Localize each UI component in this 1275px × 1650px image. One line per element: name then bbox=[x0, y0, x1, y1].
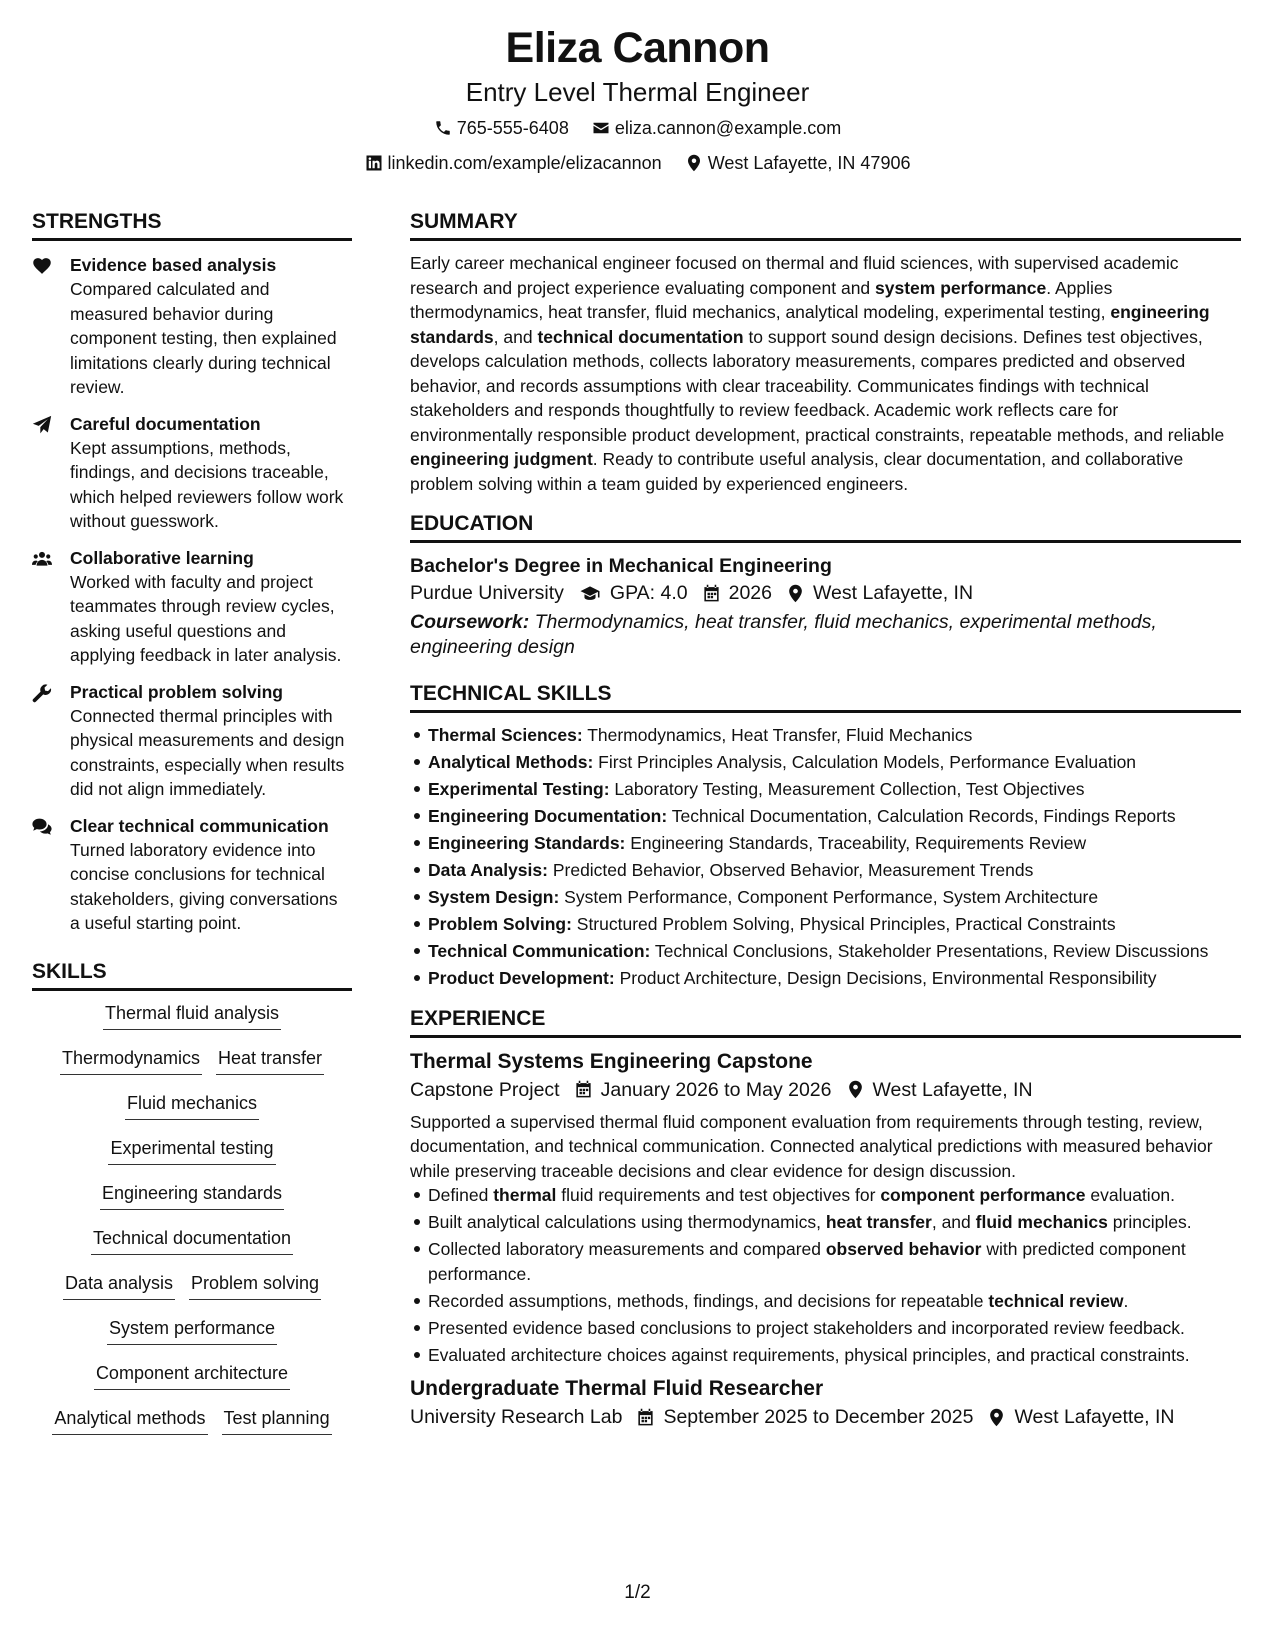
skill-tag: Experimental testing bbox=[108, 1136, 275, 1165]
text-run: Early career mechanical engineer focused on thermal and fluid sciences, with supervised academic research and project experience evaluating component and bbox=[410, 253, 1179, 298]
strengths-heading: STRENGTHS bbox=[32, 208, 352, 241]
job-organization: University Research Lab bbox=[410, 1406, 623, 1428]
degree-title: Bachelor's Degree in Mechanical Engineering bbox=[410, 555, 832, 577]
job-organization: Capstone Project bbox=[410, 1078, 560, 1101]
technical-skill-values: Technical Conclusions, Stakeholder Presentations, Review Discussions bbox=[650, 941, 1209, 961]
text-run: Defined bbox=[428, 1185, 494, 1205]
calendar-icon bbox=[574, 1080, 593, 1099]
skill-row bbox=[32, 1406, 352, 1451]
bold-phrase: fluid mechanics bbox=[975, 1212, 1108, 1232]
technical-skill-values: Technical Documentation, Calculation Records, Findings Reports bbox=[667, 806, 1176, 826]
summary-heading: SUMMARY bbox=[410, 208, 1241, 241]
technical-skill-label: Problem Solving: bbox=[428, 914, 572, 934]
skill-tag: Problem solving bbox=[189, 1271, 321, 1300]
page-number: 1/2 bbox=[624, 1582, 651, 1603]
strength-title: Practical problem solving bbox=[70, 681, 283, 702]
job-bullets bbox=[410, 1183, 1241, 1367]
job-bullet bbox=[428, 1289, 1241, 1314]
technical-skill-values: First Principles Analysis, Calculation Models, Performance Evaluation bbox=[593, 752, 1137, 772]
education-location: West Lafayette, IN bbox=[786, 579, 973, 607]
map-pin-icon bbox=[846, 1080, 865, 1099]
skill-tag: Engineering standards bbox=[100, 1181, 284, 1210]
text-run: fluid requirements and test objectives for bbox=[556, 1185, 881, 1205]
strength-icon-wrap bbox=[32, 680, 70, 802]
strength-title: Clear technical communication bbox=[70, 815, 329, 836]
technical-skill-label: Product Development: bbox=[428, 968, 615, 988]
technical-skill-item bbox=[428, 858, 1241, 883]
users-icon bbox=[32, 549, 52, 569]
strength-body bbox=[70, 814, 352, 936]
graduation-cap-icon bbox=[578, 584, 602, 603]
paper-plane-icon bbox=[32, 415, 52, 435]
strength-description: Kept assumptions, methods, findings, and decisions traceable, which helped reviewers follow work without guesswork. bbox=[70, 437, 344, 531]
school-name: Purdue University bbox=[410, 582, 564, 604]
wrench-icon bbox=[32, 683, 52, 703]
technical-skill-values: Product Architecture, Design Decisions, Environmental Responsibility bbox=[614, 968, 1157, 988]
resume-header bbox=[0, 22, 1275, 178]
job-bullet bbox=[428, 1343, 1241, 1368]
coursework bbox=[410, 610, 1241, 660]
candidate-name: Eliza Cannon bbox=[505, 24, 770, 72]
skill-tag: Analytical methods bbox=[52, 1406, 207, 1435]
experience-heading: EXPERIENCE bbox=[410, 1005, 1241, 1038]
email-text: eliza.cannon@example.com bbox=[614, 118, 842, 138]
strength-body bbox=[70, 546, 352, 668]
comments-icon bbox=[32, 817, 52, 837]
skills-list bbox=[32, 1001, 352, 1451]
text-run: Evaluated architecture choices against requirements, physical principles, and practical constraints. bbox=[428, 1344, 1190, 1365]
job-dates: January 2026 to May 2026 bbox=[574, 1076, 832, 1104]
text-run: . Applies thermodynamics, heat transfer, fluid mechanics, analytical modeling, experimental testing, bbox=[410, 277, 1113, 322]
technical-skill-values: Thermodynamics, Heat Transfer, Fluid Mechanics bbox=[582, 725, 973, 745]
calendar-icon bbox=[636, 1408, 655, 1427]
phone-contact[interactable] bbox=[434, 116, 569, 140]
technical-skill-item bbox=[428, 885, 1241, 910]
phone-icon bbox=[434, 119, 452, 137]
strength-description: Turned laboratory evidence into concise conclusions for technical stakeholders, giving conversations a useful starting point. bbox=[70, 839, 338, 933]
job-bullet bbox=[428, 1183, 1241, 1208]
technical-skill-values: Engineering Standards, Traceability, Requirements Review bbox=[625, 833, 1087, 853]
text-run: with predicted component performance. bbox=[428, 1239, 1186, 1284]
candidate-title: Entry Level Thermal Engineer bbox=[465, 77, 810, 107]
bold-phrase: system performance bbox=[875, 277, 1047, 298]
education-section bbox=[410, 553, 1241, 660]
linkedin-icon bbox=[365, 154, 383, 172]
strength-body bbox=[70, 412, 352, 534]
contact-row-1 bbox=[0, 116, 1275, 143]
job-meta bbox=[410, 1403, 1241, 1431]
bold-phrase: technical documentation bbox=[537, 326, 744, 347]
skill-tag: Test planning bbox=[222, 1406, 332, 1435]
skill-row bbox=[32, 1001, 352, 1046]
experience-list bbox=[410, 1048, 1241, 1432]
text-run: to support sound design decisions. Defines test objectives, develops calculation methods, collects laboratory measurements, compares predicted and observed behavior, and records assumptions with clear traceability. Communicates findings with technical stakeholders and responds thoughtfully to review feedback. Academic work reflects care for environmentally responsible product development, practical constraints, repeatable methods, and reliable bbox=[410, 326, 1225, 445]
skill-tag: Thermodynamics bbox=[60, 1046, 202, 1075]
phone-text: 765-555-6408 bbox=[456, 118, 569, 138]
year-item: 2026 bbox=[702, 579, 772, 607]
strength-description: Connected thermal principles with physical measurements and design constraints, especially when results did not align immediately. bbox=[70, 705, 345, 799]
strength-description: Compared calculated and measured behavior during component testing, then explained limitations clearly during technical review. bbox=[70, 279, 337, 397]
technical-skill-label: Data Analysis: bbox=[428, 860, 548, 880]
bold-phrase: observed behavior bbox=[825, 1239, 982, 1259]
bold-phrase: component performance bbox=[880, 1185, 1086, 1205]
strength-body bbox=[70, 680, 352, 802]
technical-skill-values: Predicted Behavior, Observed Behavior, Measurement Trends bbox=[547, 860, 1034, 880]
experience-entry bbox=[410, 1048, 1241, 1368]
bold-phrase: heat transfer bbox=[825, 1212, 932, 1232]
technical-skill-item bbox=[428, 966, 1241, 991]
strength-item bbox=[32, 412, 352, 534]
technical-skill-item bbox=[428, 750, 1241, 775]
strength-description: Worked with faculty and project teammates through review cycles, asking useful questions and applying feedback in later analysis. bbox=[70, 571, 342, 665]
bold-phrase: engineering standards bbox=[410, 302, 1210, 347]
calendar-icon bbox=[702, 584, 721, 603]
skill-row bbox=[32, 1361, 352, 1406]
location-text: West Lafayette, IN 47906 bbox=[707, 153, 911, 173]
strength-item bbox=[32, 253, 352, 400]
bold-phrase: thermal bbox=[493, 1185, 557, 1205]
strength-icon-wrap bbox=[32, 546, 70, 668]
technical-skill-item bbox=[428, 831, 1241, 856]
contact-row-2 bbox=[0, 151, 1275, 178]
coursework-label: Coursework: bbox=[410, 611, 530, 633]
bold-phrase: technical review bbox=[988, 1290, 1124, 1311]
experience-entry bbox=[410, 1375, 1241, 1431]
map-pin-icon bbox=[685, 154, 703, 172]
text-run: Presented evidence based conclusions to project stakeholders and incorporated review feedback. bbox=[428, 1317, 1185, 1338]
skill-row bbox=[32, 1181, 352, 1226]
job-title: Undergraduate Thermal Fluid Researcher bbox=[410, 1377, 824, 1400]
linkedin-text: linkedin.com/example/elizacannon bbox=[387, 153, 662, 173]
strengths-list bbox=[32, 253, 352, 936]
skills-heading: SKILLS bbox=[32, 958, 352, 991]
heart-icon bbox=[32, 256, 52, 276]
technical-skills-heading: TECHNICAL SKILLS bbox=[410, 680, 1241, 713]
job-description: Supported a supervised thermal fluid component evaluation from requirements through testing, review, documentation, and technical communication. Connected analytical predictions with measured behavior while preserving traceable decisions and clear evidence for design discussion. bbox=[410, 1111, 1213, 1181]
technical-skill-item bbox=[428, 777, 1241, 802]
strength-title: Evidence based analysis bbox=[70, 255, 277, 275]
technical-skill-item bbox=[428, 723, 1241, 748]
text-run: principles. bbox=[1107, 1212, 1192, 1232]
strength-icon-wrap bbox=[32, 814, 70, 936]
strength-body bbox=[70, 253, 352, 400]
technical-skill-label: Experimental Testing: bbox=[428, 779, 610, 799]
job-bullet bbox=[428, 1210, 1241, 1235]
skill-tag: Technical documentation bbox=[91, 1226, 293, 1255]
strength-icon-wrap bbox=[32, 412, 70, 534]
job-location: West Lafayette, IN bbox=[987, 1403, 1174, 1431]
envelope-icon bbox=[592, 119, 610, 137]
text-run: Recorded assumptions, methods, findings, and decisions for repeatable bbox=[428, 1290, 989, 1311]
coursework-text: Thermodynamics, heat transfer, fluid mechanics, experimental methods, engineering design bbox=[410, 611, 1157, 658]
skill-row bbox=[32, 1046, 352, 1091]
text-run: , and bbox=[931, 1212, 976, 1232]
education-meta bbox=[410, 579, 1241, 607]
strength-item bbox=[32, 680, 352, 802]
technical-skill-item bbox=[428, 804, 1241, 829]
technical-skill-item bbox=[428, 939, 1241, 964]
summary-section bbox=[410, 251, 1241, 496]
technical-skill-values: Structured Problem Solving, Physical Principles, Practical Constraints bbox=[571, 914, 1116, 934]
strength-title: Careful documentation bbox=[70, 413, 261, 434]
location-contact bbox=[685, 151, 911, 175]
text-run: Collected laboratory measurements and compared bbox=[428, 1239, 826, 1259]
gpa-item: GPA: 4.0 bbox=[578, 579, 688, 607]
skill-row bbox=[32, 1091, 352, 1136]
skill-tag: Data analysis bbox=[63, 1271, 175, 1300]
skill-row bbox=[32, 1226, 352, 1271]
left-column bbox=[32, 208, 352, 1451]
skill-tag: System performance bbox=[107, 1316, 277, 1345]
email-contact[interactable] bbox=[592, 116, 841, 140]
text-run: . Ready to contribute useful analysis, clear documentation, and collaborative problem solving within a team guided by experienced engineers. bbox=[410, 449, 1184, 494]
skill-tag: Heat transfer bbox=[216, 1046, 324, 1075]
technical-skill-item bbox=[428, 912, 1241, 937]
text-run: evaluation. bbox=[1085, 1185, 1176, 1205]
technical-skill-label: System Design: bbox=[428, 887, 560, 907]
education-heading: EDUCATION bbox=[410, 510, 1241, 543]
skill-tag: Thermal fluid analysis bbox=[103, 1001, 281, 1030]
technical-skills-list bbox=[410, 723, 1241, 991]
strength-icon-wrap bbox=[32, 253, 70, 400]
strength-title: Collaborative learning bbox=[70, 547, 254, 568]
text-run: . bbox=[1123, 1290, 1129, 1311]
linkedin-contact[interactable] bbox=[365, 151, 662, 175]
technical-skill-values: System Performance, Component Performance, System Architecture bbox=[559, 887, 1099, 907]
skill-tag: Component architecture bbox=[94, 1361, 290, 1390]
job-bullet bbox=[428, 1237, 1241, 1286]
job-bullet bbox=[428, 1316, 1241, 1341]
technical-skill-label: Engineering Documentation: bbox=[428, 806, 668, 826]
skill-row bbox=[32, 1316, 352, 1361]
bold-phrase: engineering judgment bbox=[410, 449, 593, 469]
technical-skill-values: Laboratory Testing, Measurement Collection, Test Objectives bbox=[609, 779, 1085, 799]
summary-text bbox=[410, 251, 1241, 496]
technical-skill-label: Technical Communication: bbox=[428, 941, 651, 961]
text-run: , and bbox=[493, 326, 538, 347]
skill-row bbox=[32, 1271, 352, 1316]
job-location: West Lafayette, IN bbox=[846, 1076, 1033, 1104]
map-pin-icon bbox=[987, 1408, 1006, 1427]
technical-skill-label: Analytical Methods: bbox=[428, 752, 594, 772]
skill-tag: Fluid mechanics bbox=[125, 1091, 259, 1120]
text-run: Built analytical calculations using thermodynamics, bbox=[428, 1212, 826, 1232]
right-column bbox=[410, 208, 1241, 1431]
strength-item bbox=[32, 814, 352, 936]
job-title: Thermal Systems Engineering Capstone bbox=[410, 1049, 813, 1073]
job-meta bbox=[410, 1076, 1241, 1104]
map-pin-icon bbox=[786, 584, 805, 603]
job-dates: September 2025 to December 2025 bbox=[636, 1403, 973, 1431]
technical-skill-label: Thermal Sciences: bbox=[428, 725, 583, 745]
technical-skill-label: Engineering Standards: bbox=[428, 833, 626, 853]
strength-item bbox=[32, 546, 352, 668]
skill-row bbox=[32, 1136, 352, 1181]
